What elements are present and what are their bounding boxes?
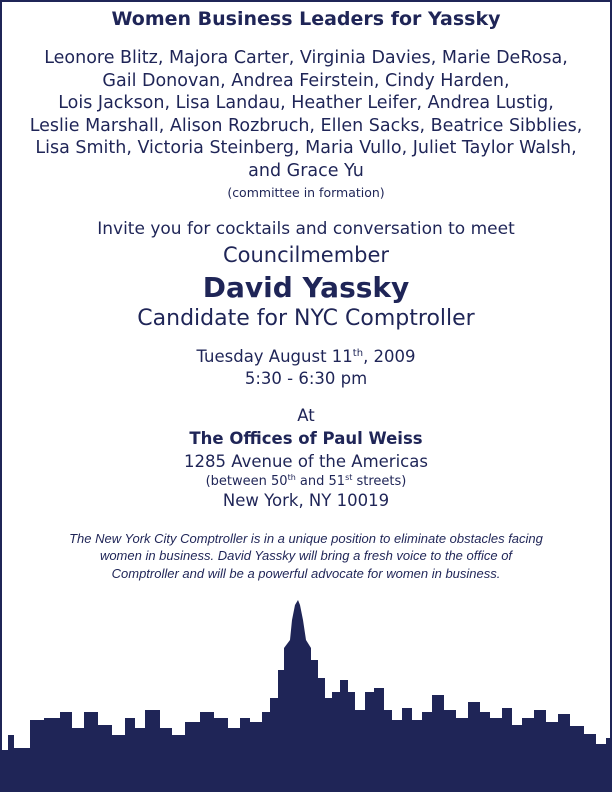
venue-city: New York, NY 10019 [222, 490, 390, 510]
location-at: At [297, 405, 315, 425]
city-skyline-graphic [0, 600, 612, 792]
event-date-main: Tuesday August 11 [196, 346, 353, 366]
committee-line: and Grace Yu [248, 160, 364, 181]
candidate-title: Councilmember [222, 242, 390, 267]
candidate-name: David Yassky [202, 270, 410, 304]
committee-line: Leslie Marshall, Alison Rozbruch, Ellen Sacks, Beatrice Sibblies, [29, 115, 583, 136]
cross-streets-end: streets) [352, 473, 407, 489]
flyer-header: Women Business Leaders for Yassky [111, 8, 501, 30]
committee-line: Lisa Smith, Victoria Steinberg, Maria Vullo, Juliet Taylor Walsh, [35, 138, 577, 158]
cross-streets-mid: and 51 [295, 473, 346, 489]
comptroller-blurb [18, 530, 594, 583]
candidacy-line: Candidate for NYC Comptroller [137, 305, 475, 331]
committee-note: (committee in formation) [227, 185, 385, 200]
invite-text: Invite you for cocktails and conversation to meet [97, 218, 515, 239]
committee-line: Leonore Blitz, Majora Carter, Virginia Davies, Marie DeRosa, [44, 48, 568, 68]
blurb-line: women in business. David Yassky will bring a fresh voice to the office of [99, 548, 513, 563]
committee-line: Gail Donovan, Andrea Feirstein, Cindy Harden, [102, 70, 510, 91]
cross-streets-ordinal-2: st [345, 472, 353, 482]
cross-streets [0, 473, 612, 489]
blurb-line: The New York City Comptroller is in a unique position to eliminate obstacles facing [69, 530, 543, 546]
committee-line: Lois Jackson, Lisa Landau, Heather Leifer, Andrea Lustig, [58, 93, 554, 113]
event-date-ordinal: th [352, 347, 364, 359]
blurb-line: Comptroller and will be a powerful advocate for women in business. [111, 565, 501, 581]
cross-streets-start: (between 50 [205, 473, 288, 489]
venue-name: The Offices of Paul Weiss [189, 428, 423, 448]
event-date [0, 343, 612, 368]
event-date-year: , 2009 [363, 346, 416, 366]
committee-list [18, 47, 594, 205]
venue-address: 1285 Avenue of the Americas [184, 451, 428, 471]
skyline-silhouette [0, 600, 612, 792]
event-time: 5:30 - 6:30 pm [244, 368, 368, 388]
event-datetime [0, 343, 612, 390]
cross-streets-ordinal-1: th [287, 472, 296, 482]
